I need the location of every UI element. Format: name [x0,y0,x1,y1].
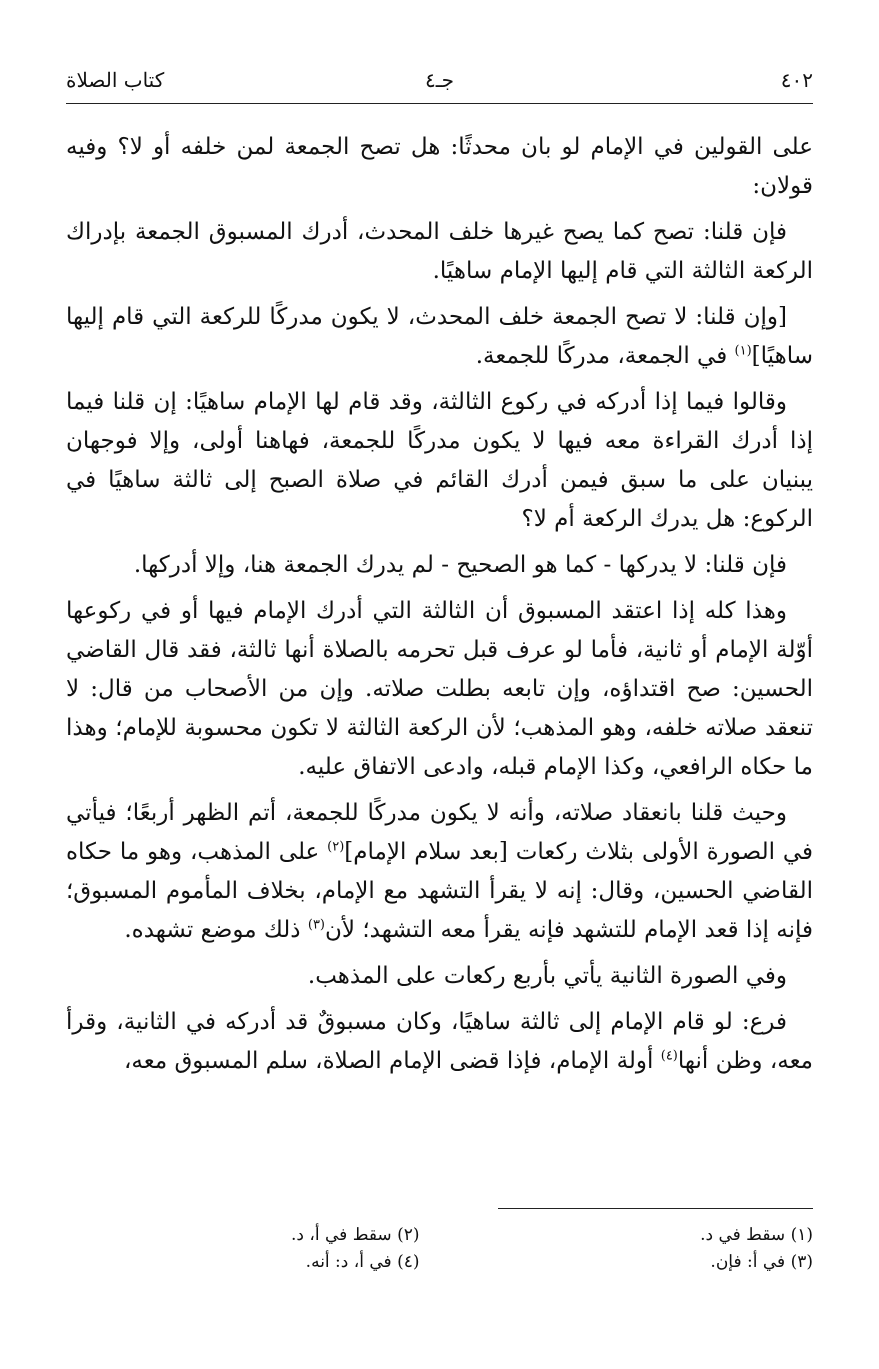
footnote-reference: (١) [734,343,752,359]
footnote-number: (٣) [790,1252,813,1272]
paragraph [66,128,813,206]
footnote-number: (٤) [397,1252,420,1272]
footnote-reference: (٣) [307,917,325,933]
paragraph [66,957,813,996]
paragraph [66,794,813,950]
footnotes [66,1222,813,1276]
book-title: كتاب الصلاة [66,68,165,92]
paragraph-text: أولة الإمام، فإذا قضى الإمام الصلاة، سلم المسبوق معه، [123,1048,661,1074]
running-header [66,62,813,98]
page-number: ٤٠٢ [780,68,813,92]
paragraph [66,592,813,787]
paragraph-text: فإن قلنا: تصح كما يصح غيرها خلف المحدث، أدرك المسبوق الجمعة بإدراك الركعة الثالثة التي قام إليها الإمام ساهيًا. [66,219,813,284]
footnote-number: (٢) [397,1225,420,1245]
paragraph-text: وفي الصورة الثانية يأتي بأربع ركعات على المذهب. [307,963,787,989]
footnote-text: في أ: فإن. [710,1252,786,1272]
paragraph [66,1003,813,1081]
footnote-divider [498,1208,813,1209]
footnote-reference: (٢) [327,839,345,855]
paragraph-text: ذلك موضع تشهده. [124,917,308,943]
paragraph [66,213,813,291]
paragraph-text: في الجمعة، مدركًا للجمعة. [475,343,735,369]
footnote-number: (١) [790,1225,813,1245]
footnote [66,1222,420,1249]
paragraph-text: وحيث قلنا بانعقاد صلاته، وأنه لا يكون مدركًا للجمعة، أتم الظهر أربعًا؛ فيأتي في الصورة الأولى بثلاث ركعات [بعد سلام الإمام] [66,800,814,865]
paragraph-text: وقالوا فيما إذا أدركه في ركوع الثالثة، وقد قام لها الإمام ساهيًا: إن قلنا فيما إذا أدرك القراءة معه فيها لا يكون مدركًا للجمعة، فهاهنا أولى، وإلا فوجهان يبنيان على ما سبق فيمن أدرك القائم في صلاة الصبح إلى ثالثة ساهيًا في الركوع: هل يدرك الركعة أم لا؟ [66,389,813,532]
footnote-text: سقط في د. [700,1225,786,1245]
footnote [460,1249,814,1276]
footnote-text: في أ، د: أنه. [305,1252,392,1272]
footnote-reference: (٤) [660,1048,678,1064]
paragraph [66,546,813,585]
paragraph [66,298,813,376]
paragraph-text: [وإن قلنا: لا تصح الجمعة خلف المحدث، لا يكون مدركًا للركعة التي قام إليها ساهيًا] [66,304,813,369]
paragraph-text: فإن قلنا: لا يدركها - كما هو الصحيح - لم يدرك الجمعة هنا، وإلا أدركها. [133,552,787,578]
paragraph-text: فرع: لو قام الإمام إلى ثالثة ساهيًا، وكان مسبوقٌ قد أدركه في الثانية، وقرأ معه، وظن أنها [66,1009,813,1074]
volume-label: جـ٤ [425,68,454,92]
paragraph [66,383,813,539]
footnote [66,1249,420,1276]
paragraph-text: وهذا كله إذا اعتقد المسبوق أن الثالثة التي أدرك الإمام فيها أو في ركوعها أوّلة الإمام أو ثانية، فأما لو عرف قبل تحرمه بالصلاة أنها ثالثة، فقد قال القاضي الحسين: صح اقتداؤه، وإن تابعه بطلت صلاته. وإن من الأصحاب من قال: لا تنعقد صلاته خلفه، وهو المذهب؛ لأن الركعة الثالثة لا تكون محسوبة للإمام؛ وهذا ما حكاه الرافعي، وكذا الإمام قبله، وادعى الاتفاق عليه. [66,598,813,780]
paragraph-text: على المذهب، وهو ما حكاه القاضي الحسين، وقال: إنه لا يقرأ التشهد مع الإمام، بخلاف المأموم المسبوق؛ فإنه إذا قعد الإمام للتشهد فإنه يقرأ معه التشهد؛ لأن [66,839,813,943]
footnote-text: سقط في أ، د. [291,1225,392,1245]
header-divider [66,103,813,104]
main-text [66,128,813,1088]
footnote [460,1222,814,1249]
paragraph-text: على القولين في الإمام لو بان محدثًا: هل تصح الجمعة لمن خلفه أو لا؟ وفيه قولان: [66,134,813,199]
